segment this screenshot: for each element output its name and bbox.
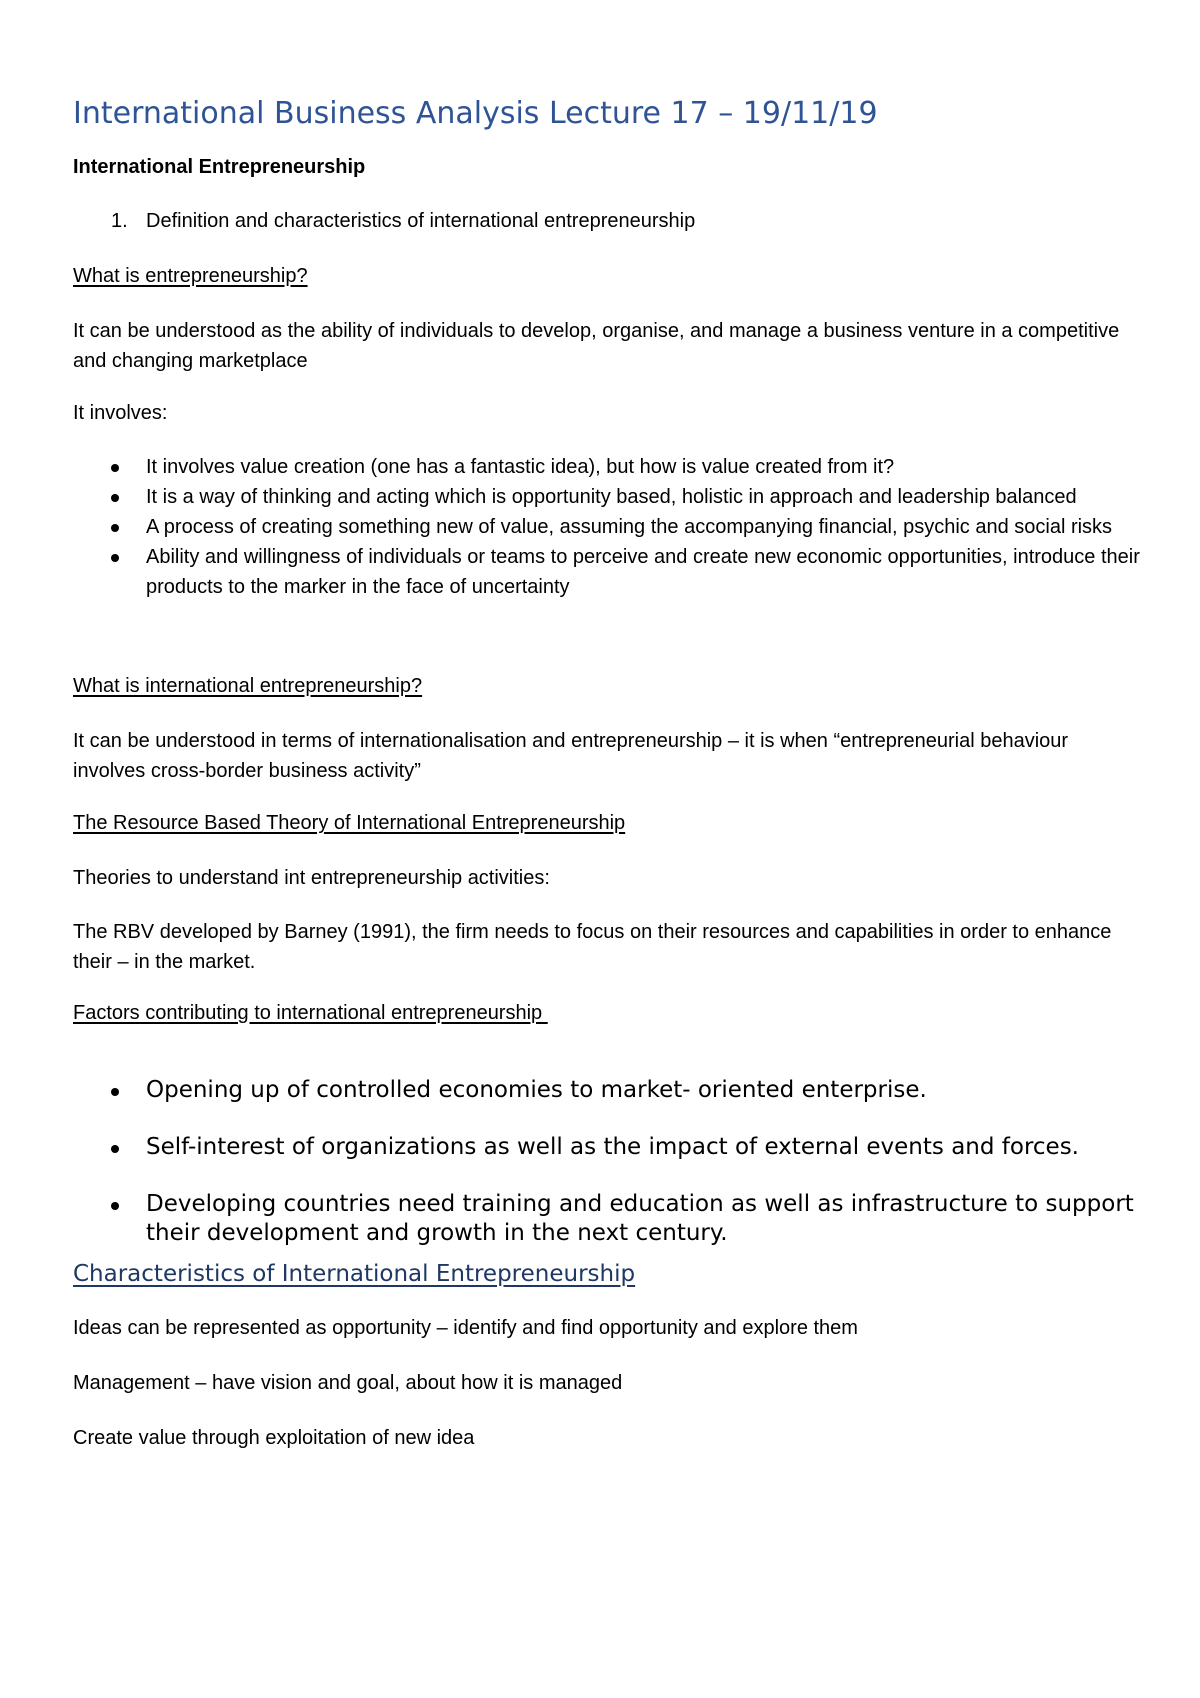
characteristics-line: Management – have vision and goal, about how it is managed (73, 1372, 623, 1394)
entrepreneurship-definition: It can be understood as the ability of individuals to develop, organise, and manage a business venture in a competitive and changing marketplace (73, 320, 1120, 372)
list-item (73, 452, 1153, 482)
bullet-icon (111, 524, 119, 532)
factors-bullet-list (73, 1076, 1153, 1276)
list-item (73, 1076, 1153, 1105)
document-title: International Business Analysis Lecture 17 – 19/11/19 (73, 96, 878, 131)
list-item-text: Opening up of controlled economies to market- oriented enterprise. (146, 1077, 927, 1103)
theories-intro: Theories to understand int entrepreneurship activities: (73, 867, 550, 889)
involves-label: It involves: (73, 402, 168, 424)
what-is-international-heading: What is international entrepreneurship? (73, 675, 423, 697)
list-item-text: It is a way of thinking and acting which is opportunity based, holistic in approach and leadership balanced (146, 486, 1077, 508)
numbered-item-text: Definition and characteristics of international entrepreneurship (146, 210, 696, 232)
bullet-icon (111, 494, 119, 502)
involves-bullet-list (73, 452, 1153, 602)
bullet-icon (111, 554, 119, 562)
list-item (73, 542, 1153, 602)
factors-heading: Factors contributing to international entrepreneurship (73, 1002, 548, 1024)
characteristics-line: Create value through exploitation of new idea (73, 1427, 475, 1449)
list-item-text: Self-interest of organizations as well as the impact of external events and forces. (146, 1134, 1079, 1160)
list-item (73, 512, 1153, 542)
numbered-item-number: 1. (111, 210, 128, 232)
list-item-text: Ability and willingness of individuals or teams to perceive and create new economic opportunities, introduce their products to the marker in the face of uncertainty (146, 546, 1140, 598)
bullet-icon (111, 1202, 119, 1210)
list-item-text: A process of creating something new of value, assuming the accompanying financial, psychic and social risks (146, 516, 1113, 538)
list-item (73, 1133, 1153, 1162)
list-item-text: It involves value creation (one has a fantastic idea), but how is value created from it? (146, 456, 895, 478)
bullet-icon (111, 1088, 119, 1096)
list-item (73, 482, 1153, 512)
characteristics-line: Ideas can be represented as opportunity – identify and find opportunity and explore them (73, 1317, 858, 1339)
list-item-text: Developing countries need training and education as well as infrastructure to support their development and growth in the next century. (146, 1191, 1134, 1246)
what-is-entrepreneurship-heading: What is entrepreneurship? (73, 265, 308, 287)
bullet-icon (111, 464, 119, 472)
section-heading: International Entrepreneurship (73, 156, 366, 178)
list-item (73, 1190, 1153, 1248)
characteristics-heading: Characteristics of International Entrepreneurship (73, 1261, 636, 1287)
bullet-icon (111, 1145, 119, 1153)
resource-based-theory-heading: The Resource Based Theory of International Entrepreneurship (73, 812, 626, 834)
international-definition: It can be understood in terms of internationalisation and entrepreneurship – it is when “entrepreneurial behaviour involves cross-border business activity” (73, 730, 1069, 782)
numbered-item (73, 206, 695, 236)
rbv-text: The RBV developed by Barney (1991), the firm needs to focus on their resources and capabilities in order to enhance their – in the market. (73, 921, 1112, 973)
